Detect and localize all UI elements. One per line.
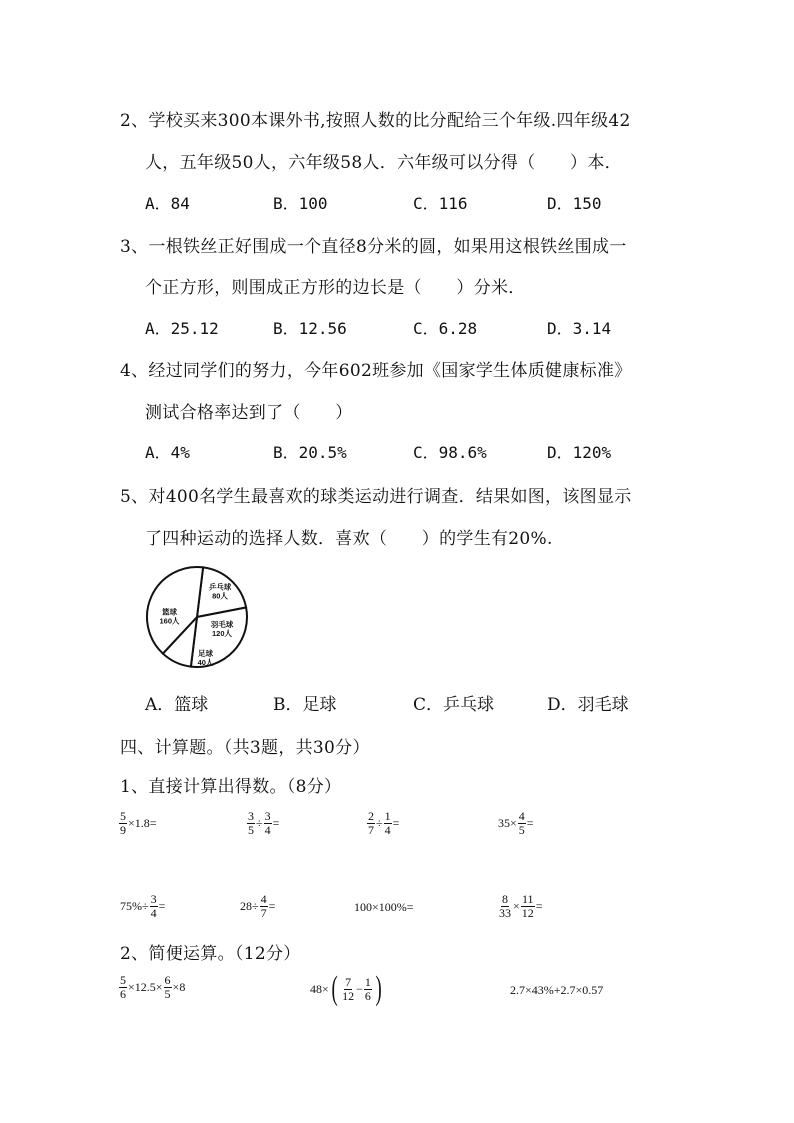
section4-sub2: 2、简便运算。（12分） [120, 944, 301, 964]
pie-count-3: 40人 [197, 658, 214, 667]
q4-option-a: A．4% [145, 443, 190, 462]
q2-line1: 2、学校买来300本课外书,按照人数的比分配给三个年级.四年级42 [120, 111, 631, 131]
q5-line2: 了四种运动的选择人数．喜欢（ ）的学生有20%. [145, 529, 553, 549]
q2-option-d: D．150 [547, 194, 602, 213]
q4-option-d: D．120% [547, 443, 612, 462]
right-paren: ) [375, 970, 382, 1007]
calc-expr-2: $\frac{3}{5}$ ÷ $\frac{3}{4}$ = [248, 809, 280, 837]
pie-label-4: 篮球 [162, 607, 177, 617]
left-paren: ( [331, 970, 338, 1007]
q2-line2: 人，五年级50人，六年级58人．六年级可以分得（ ）本． [145, 153, 622, 173]
pie-label-2: 羽毛球 [210, 620, 234, 629]
section4-heading: 四、计算题。（共3题，共30分） [120, 738, 370, 758]
calc-expr-7: 100×100%= [354, 900, 414, 914]
q4-option-c: C．98.6% [413, 443, 487, 462]
q5-option-b: B．足球 [273, 695, 337, 715]
q5-option-d: D．羽毛球 [547, 695, 629, 715]
pie-count-2: 120人 [211, 629, 233, 638]
pie-label-1: 乒乓球 [208, 582, 232, 592]
q4-option-b: B．20.5% [273, 443, 347, 462]
q3-line1: 3、一根铁丝正好围成一个直径8分米的圆，如果用这根铁丝围成一 [120, 237, 627, 257]
pie-label-3: 足球 [198, 649, 213, 658]
q2-option-a: A．84 [145, 194, 190, 213]
calc-expr-1: $\frac{5}{9}$ ×1.8= [120, 809, 157, 837]
pie-count-4: 160人 [159, 616, 180, 626]
q3-option-b: B．12.56 [273, 319, 347, 338]
calc-expr-5: 75%÷ $\frac{3}{4}$ = [120, 892, 166, 920]
simplify-expr-1: $\frac{5}{6}$ ×12.5× $\frac{6}{5}$ ×8 [120, 973, 186, 1001]
q2-option-b: B．100 [273, 194, 328, 213]
q4-line2: 测试合格率达到了（ ） [145, 403, 353, 423]
q3-option-d: D．3.14 [547, 319, 612, 338]
q3-option-a: A．25.12 [145, 319, 219, 338]
q4-line1: 4、经过同学们的努力，今年602班参加《国家学生体质健康标准》 [120, 361, 632, 381]
sports-pie-chart [143, 560, 253, 675]
calc-expr-3: $\frac{2}{7}$ ÷ $\frac{1}{4}$ = [368, 809, 400, 837]
calc-expr-6: 28÷ $\frac{4}{7}$ = [240, 892, 276, 920]
simplify-expr-3: 2.7×43%+2.7×0.57 [510, 983, 604, 997]
q5-line1: 5、对400名学生最喜欢的球类运动进行调查．结果如图，该图显示 [120, 487, 632, 507]
section4-sub1: 1、直接计算出得数。（8分） [120, 777, 342, 797]
q2-option-c: C．116 [413, 194, 468, 213]
pie-count-1: 80人 [212, 591, 228, 601]
q3-line2: 个正方形，则围成正方形的边长是（ ）分米． [145, 278, 526, 298]
q3-option-c: C．6.28 [413, 319, 478, 338]
q5-option-a: A．篮球 [145, 695, 209, 715]
q5-option-c: C．乒乓球 [413, 695, 495, 715]
calc-expr-8: $\frac{8}{33}$ × $\frac{11}{12}$ = [499, 892, 543, 920]
simplify-expr-2: 48× ( 7 12 − $\frac{1}{6}$ ) [310, 970, 382, 1007]
calc-expr-4: 35× $\frac{4}{5}$ = [498, 809, 534, 837]
